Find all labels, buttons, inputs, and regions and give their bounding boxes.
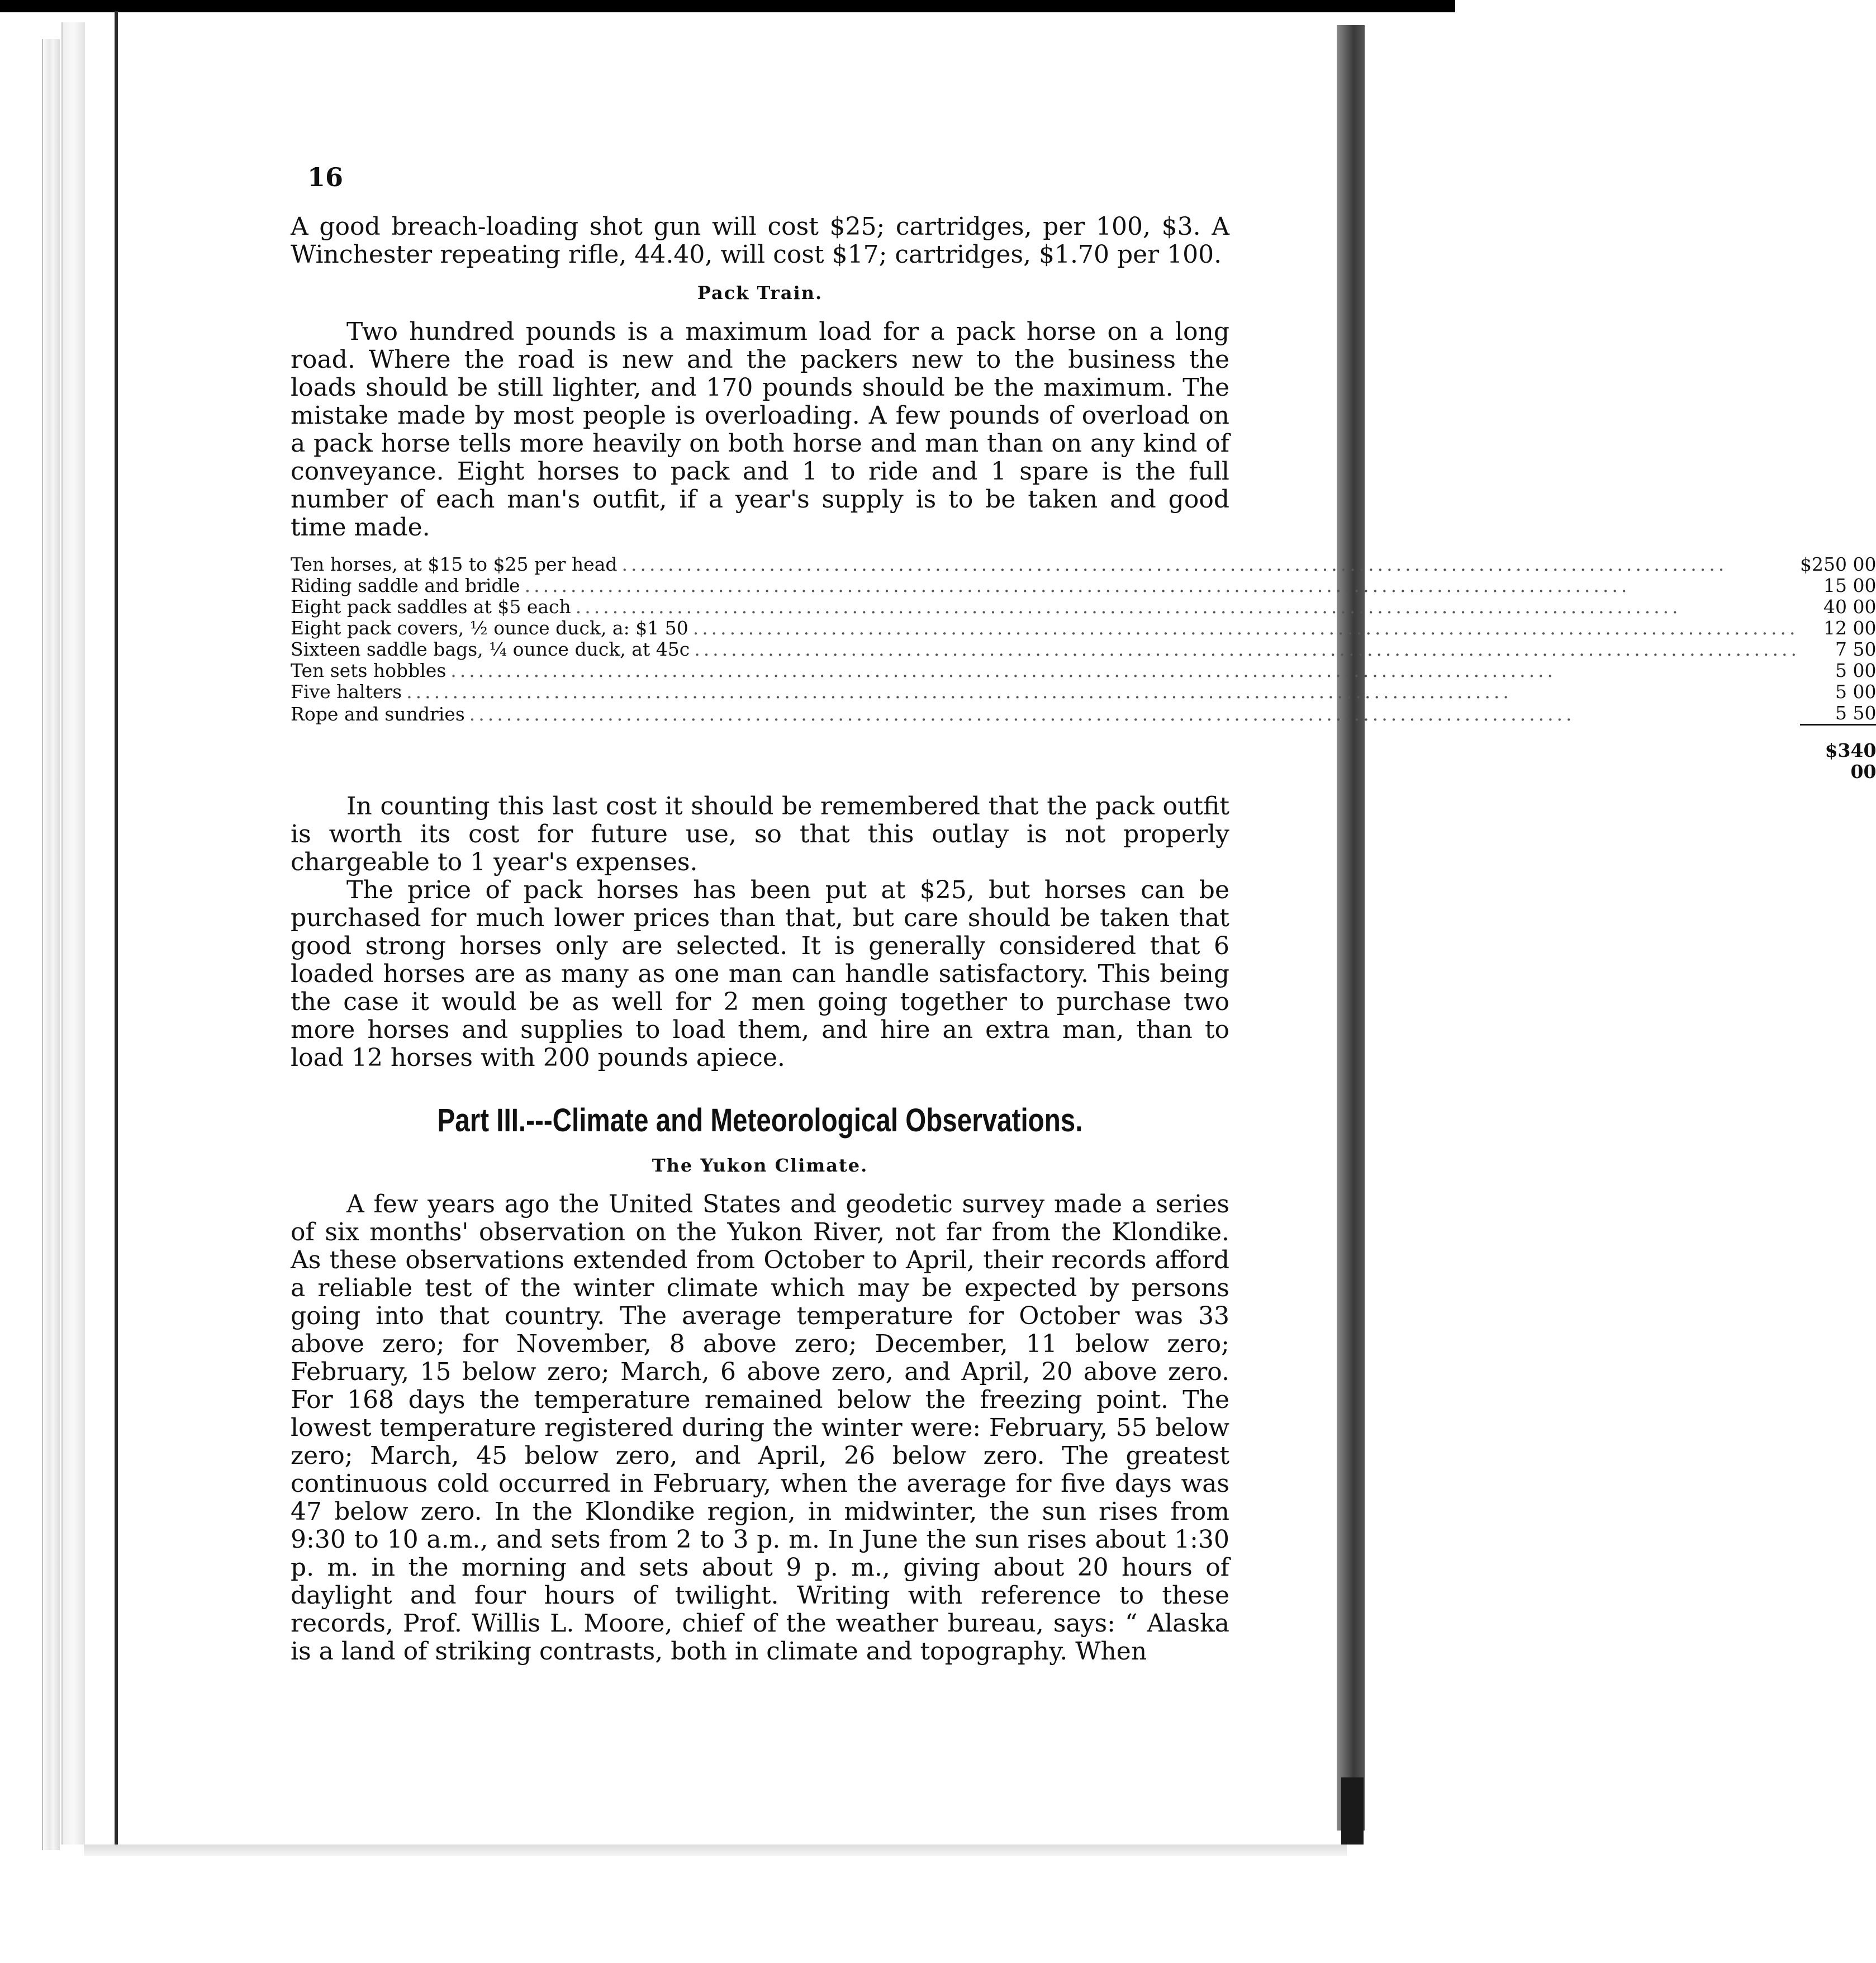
cost-row xyxy=(291,639,1876,660)
cost-item-label: Ten sets hobbles xyxy=(291,660,447,681)
leader-dots: ........................................................................................................................ xyxy=(406,681,1512,703)
page-stack-edge xyxy=(61,22,85,1845)
cost-item-amount: 7 50 xyxy=(1835,638,1876,660)
leader-dots: ........................................................................................................................ xyxy=(575,596,1682,618)
part-three-heading: Part III.---Climate and Meteorological Observations. xyxy=(437,1102,1083,1139)
pack-train-paragraph-3: The price of pack horses has been put at $25, but horses can be purchased for much lower prices than that, but care should be taken that good strong horses only are selected. It is generally considered that 6 loaded horses are as many as one man can handle satisfactory. This being the case it would be as well for 2 men going together to purchase two more horses and supplies to load them, and hire an extra man, than to load 12 horses with 200 pounds apiece. xyxy=(291,876,1229,1072)
page-content xyxy=(291,162,1876,1666)
leader-dots: ........................................................................................................................ xyxy=(450,660,1557,681)
cost-row xyxy=(291,596,1876,618)
leader-dots: ........................................................................................................................ xyxy=(621,553,1728,575)
cost-item-amount: $250 00 xyxy=(1799,553,1876,575)
cost-item-label: Eight pack covers, ½ ounce duck, a: $1 50 xyxy=(291,617,688,639)
cost-row xyxy=(291,703,1876,725)
page-number: 16 xyxy=(307,162,344,192)
cost-item-amount: 5 50 xyxy=(1835,702,1876,724)
pack-train-paragraph: Two hundred pounds is a maximum load for a pack horse on a long road. Where the road is new and the packers new to the business the loads should be still lighter, and 170 pounds should be the maximum. The mistake made by most people is overloading. A few pounds of overload on a pack horse tells more heavily on both horse and man than on any kind of conveyance. Eight horses to pack and 1 to ride and 1 spare is the full number of each man's outfit, if a year's supply is to be taken and good time made. xyxy=(291,317,1229,542)
cost-item-label: Sixteen saddle bags, ¼ ounce duck, at 45c xyxy=(291,638,690,660)
cost-item-amount: 5 00 xyxy=(1835,681,1876,703)
cost-item-label: Rope and sundries xyxy=(291,703,465,725)
yukon-climate-heading: The Yukon Climate. xyxy=(652,1155,868,1176)
cost-total: $340 00 xyxy=(1800,725,1876,783)
cost-row xyxy=(291,618,1876,639)
leader-dots: ........................................................................................................................ xyxy=(694,638,1800,660)
intro-paragraph: A good breach-loading shot gun will cost $25; cartridges, per 100, $3. A Winchester repeating rifle, 44.40, will cost $17; cartridges, $1.70 per 100. xyxy=(291,212,1229,269)
cost-item-amount: 40 00 xyxy=(1823,596,1876,618)
yukon-climate-paragraph: A few years ago the United States and geodetic survey made a series of six months' observation on the Yukon River, not far from the Klondike. As these observations extended from October to April, their records afford a reliable test of the winter climate which may be expected by persons going into that country. The average temperature for October was 33 above zero; for November, 8 above zero; December, 11 below zero; February, 15 below zero; March, 6 above zero, and April, 20 above zero. For 168 days the temperature remained below the freezing point. The lowest temperature registered during the winter were: February, 55 below zero; March, 45 below zero, and April, 26 below zero. The greatest continuous cold occurred in February, when the average for five days was 47 below zero. In the Klondike region, in midwinter, the sun rises from 9:30 to 10 a.m., and sets from 2 to 3 p. m. In June the sun rises about 1:30 p. m. in the morning and sets about 9 p. m., giving about 20 hours of daylight and four hours of twilight. Writing with reference to these records, Prof. Willis L. Moore, chief of the weather bureau, says: “ Alaska is a land of striking contrasts, both in climate and topography. When xyxy=(291,1190,1229,1666)
leader-dots: ........................................................................................................................ xyxy=(692,617,1799,639)
cost-table-body xyxy=(291,554,1876,725)
page-left-border xyxy=(115,11,118,1856)
cost-item-amount: 12 00 xyxy=(1823,617,1876,639)
cost-row xyxy=(291,554,1876,575)
leader-dots: ........................................................................................................................ xyxy=(469,703,1575,725)
cost-table xyxy=(291,554,1876,783)
page-right-shadow xyxy=(1337,25,1365,1831)
cost-row xyxy=(291,660,1876,681)
page-stack-edge-outer xyxy=(42,39,60,1850)
cost-item-label: Eight pack saddles at $5 each xyxy=(291,596,571,618)
page-bottom-edge xyxy=(84,1845,1347,1856)
scan-top-border xyxy=(0,0,1455,12)
cost-item-label: Ten horses, at $15 to $25 per head xyxy=(291,553,618,575)
cost-total-row xyxy=(291,725,1876,783)
cost-item-amount: 15 00 xyxy=(1823,575,1876,596)
cost-row xyxy=(291,575,1876,596)
cost-row xyxy=(291,681,1876,703)
pack-train-paragraph-2: In counting this last cost it should be remembered that the pack outfit is worth its cost for future use, so that this outlay is not properly chargeable to 1 year's expenses. xyxy=(291,792,1229,876)
cost-item-amount: 5 00 xyxy=(1835,660,1876,681)
cost-item-label: Five halters xyxy=(291,681,402,703)
page-right-shadow-bottom xyxy=(1341,1777,1364,1845)
pack-train-heading: Pack Train. xyxy=(697,282,823,304)
leader-dots: ........................................................................................................................ xyxy=(524,575,1631,596)
cost-item-label: Riding saddle and bridle xyxy=(291,575,520,596)
